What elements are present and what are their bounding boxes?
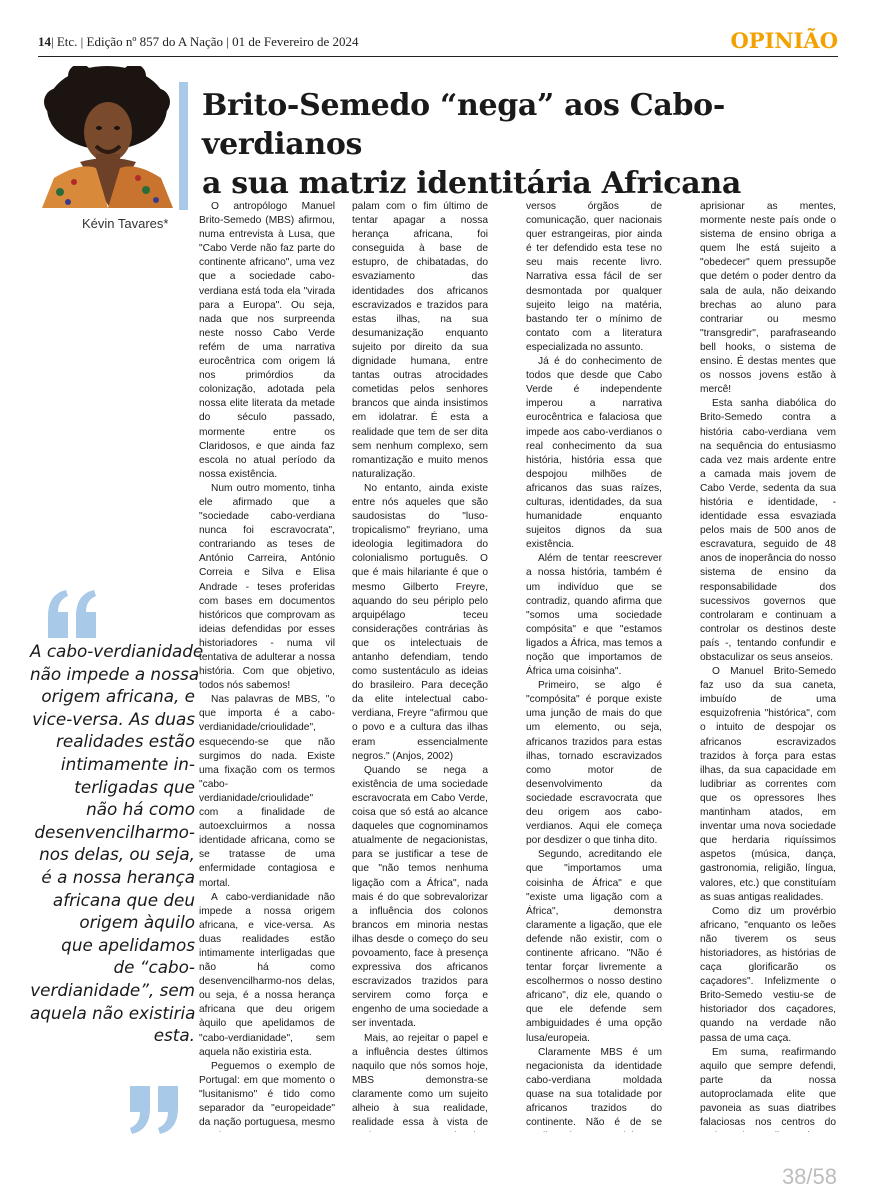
pull-quote-line: terligadas que bbox=[74, 776, 195, 797]
author-photo bbox=[40, 66, 175, 208]
paragraph: Esta sanha diabólica do Brito-Semedo contra a história cabo-verdiana vem na sequência do entusiasmo cada vez mais ardente entre a camada mais jovem de Cabo Verde, sedenta da sua história e identidade, - identidade essa esvaziada pelos mais de 500 anos de escravatura, seguido de 48 anos de inoperância do nosso sistema de ensino da responsabilidade dos sucessivos governos que controlaram e continuam a controlar os destinos deste país -, tentando confundir e obstaculizar os seus anseios. bbox=[700, 398, 836, 663]
pull-quote-line: não impede a nossa bbox=[30, 663, 200, 684]
pull-quote-line: que apelidamos bbox=[61, 934, 195, 955]
paragraph: Mais, ao rejeitar o papel e a influência destes últimos naquilo que nós somos hoje, MBS demonstra-se claramente como um sujeito alheio à sua realidade, realidade essa à vista de bbox=[352, 1032, 488, 1129]
paragraph: Peguemos o exemplo de Portugal: em que momento o "lusitanismo" é tido como separador da "europeidade" da nação portuguesa, mesmo bbox=[199, 1060, 335, 1129]
author-name: Kévin Tavares* bbox=[82, 216, 169, 231]
article-column-2 bbox=[352, 200, 488, 1132]
pull-quote-line: não há como bbox=[86, 799, 195, 820]
page-number: 14 bbox=[38, 34, 51, 49]
paragraph: Primeiro, se algo é "compósita" é porque existe uma junção de mais do que um elemento, ou seja, africanos trazidos para estas ilhas, tornado escravizados como motor de desenvolvimento da sociedade escravocrata que deu origem aos cabo-verdianos. Aqui ele começa por desdizer o que tinha dito. bbox=[526, 680, 662, 847]
article-headline bbox=[202, 86, 842, 203]
pull-quote-line: origem africana, e bbox=[41, 686, 195, 707]
headline-line-2: a sua matriz identitária Africana bbox=[202, 166, 742, 201]
paragraph: aprisionar as mentes, mormente neste país onde o sistema de ensino obriga a quem lhe está sujeito a "obedecer" quem pressupõe que detém o poder dentro da sala de aula, não deixando brechas ao aluno para contrariar ou mesmo "transgredir", parafraseando bell hooks, o sistema de ensino. É destas mentes que os nossos jovens estão à mercê! bbox=[700, 201, 836, 396]
headline-line-1: Brito-Semedo “nega” aos Cabo-verdianos bbox=[202, 88, 725, 162]
paragraph: Além de tentar reescrever a nossa história, também é um indivíduo que se contradiz, quando afirma que "somos uma sociedade compósita" e que "estamos ligados a África, mas temos a noção que importamos de África uma coisinha". bbox=[526, 553, 662, 678]
paragraph: A cabo-verdianidade não impede a nossa origem africana, e vice-versa. As duas realidades estão intimamente interligadas que não há como desenvencilharmo-nos delas, ou seja, é a nossa herança africana que deu origem àquilo que apelidamos de "cabo-verdianidade", sem aquela não existiria esta. bbox=[199, 891, 335, 1058]
pull-quote-line: é a nossa herança bbox=[41, 866, 195, 887]
paragraph: Claramente MBS é um negacionista da identidade cabo-verdiana moldada quase na sua totalidade por africanos trazidos do continente. Não é de se bbox=[526, 1046, 662, 1129]
paragraph: Em suma, reafirmando aquilo que sempre defendi, parte da nossa autoproclamada elite que pavoneia as suas diatribes falaciosas nos centros do bbox=[700, 1046, 836, 1129]
pull-quote-line: A cabo-verdianidade bbox=[30, 641, 204, 661]
edition-details: | Etc. | Edição nº 857 do A Nação | 01 de Fevereiro de 2024 bbox=[51, 34, 359, 49]
pull-quote-line: africana que deu bbox=[52, 889, 195, 910]
paragraph: O antropólogo Manuel Brito-Semedo (MBS) afirmou, numa entrevista à Lusa, que "Cabo Verde não faz parte do continente africano", uma vez que a sociedade cabo-verdiana está toda ela "virada para a Europa". Ou seja, nada que nos surpreenda neste nosso Cabo Verde refém de uma narrativa eurocêntrica com origem lá nos primórdios da colonização, adotada pela nossa elite literata da metade do século passado, mormente entre os Claridosos, e que ainda faz escola no atual período da nossa existência. bbox=[199, 201, 335, 480]
pull-quote-line: intimamente in- bbox=[60, 753, 195, 774]
paragraph: Nas palavras de MBS, "o que importa é a cabo-verdianidade/crioulidade", esquecendo-se que não surgimos do nada. Existe uma fixação com os termos "cabo-verdianidade/crioulidade" com a finalidade de autoexcluirmos a nossa identidade africana, como se se tratasse de uma enfermidade contagiosa e mortal. bbox=[199, 694, 335, 889]
pull-quote-line: vice-versa. As duas bbox=[32, 708, 195, 729]
edition-info bbox=[38, 34, 359, 50]
accent-bar bbox=[179, 82, 188, 210]
pull-quote-line: verdianidade”, sem bbox=[30, 979, 195, 1000]
paragraph: Como diz um provérbio africano, "enquanto os leões não tiverem os seus historiadores, as histórias de caça glorificarão os caçadores". Infelizmente o Brito-Semedo vestiu-se de historiador dos caçadores, quando na verdade não passa de uma caça. bbox=[700, 905, 836, 1044]
pull-quote-line: desenvencilharmo- bbox=[34, 821, 195, 842]
pull-quote-line: realidades estão bbox=[55, 731, 195, 752]
article-column-4 bbox=[700, 200, 836, 1132]
paragraph: Quando se nega a existência de uma sociedade escravocrata em Cabo Verde, coisa que só está ao alcance daqueles que cognominamos atualmente de negacionistas, para se justificar a tese de que "não temos nenhuma ligação com a África", nada mais é do que sobrevalorizar a influência dos colonos brancos em minoria nestas ilhas desde o começo do seu povoamento, face à presença expressiva dos africanos escravizados trazidos para servirem como força e engenho de uma sociedade a ser inventada. bbox=[352, 764, 488, 1030]
paragraph: versos órgãos de comunicação, quer nacionais quer estrangeiras, pior ainda é ter defendido esta tese no seu mais recente livro. Narrativa essa fácil de ser desmontada por qualquer sujeito leigo na matéria, bastando ter o mínimo de contato com a literatura especializada no assunto. bbox=[526, 201, 662, 353]
paragraph: O Manuel Brito-Semedo faz uso da sua caneta, imbuído de uma esquizofrenia "histórica", com o intuito de despojar os africanos escravizados trazidos à força para estas ilhas, da sua capacidade em ludibriar as correntes com que os opressores lhes mantinham atados, em inventar uma nova sociedade que herdaria riquíssimos aspetos (música, dança, gastronomia, religião, língua, valores, etc.) que constituíam as suas antigas realidades. bbox=[700, 666, 836, 903]
pull-quote-line: esta. bbox=[153, 1025, 195, 1046]
close-quote-icon bbox=[122, 1082, 182, 1136]
pull-quote-line: de “cabo- bbox=[113, 957, 195, 978]
page-header bbox=[38, 30, 838, 57]
page-counter: 38/58 bbox=[781, 1164, 837, 1189]
section-label: OPINIÃO bbox=[730, 28, 838, 53]
open-quote-icon bbox=[44, 588, 104, 642]
pull-quote-line: nos delas, ou seja, bbox=[39, 844, 195, 865]
paragraph: Já é do conhecimento de todos que desde que Cabo Verde é independente imperou a narrativa eurocêntrica e falaciosa que impede aos cabo-verdianos o real conhecimento da sua história, história essa que despojou milhões de africanos das suas raízes, culturas, identidades, da sua humanidade enquanto sujeitos dignos da sua existência. bbox=[526, 356, 662, 551]
paragraph: No entanto, ainda existe entre nós aqueles que são saudosistas do "luso-tropicalismo" freyriano, uma ideologia legitimadora do colonialismo português. O que é mais hilariante é que o mesmo Gilberto Freyre, aquando do seu périplo pelo arquipélago teceu considerações contrárias às que os intelectuais de antanho defendiam, tendo como sustentáculo as ideias do brasileiro. Para deceção da elite intelectual cabo-verdiana, Freyre "afirmou que o povo e a cultura das ilhas eram essencialmente negros." (Anjos, 2002) bbox=[352, 482, 488, 762]
paragraph: palam com o fim último de tentar apagar a nossa herança africana, foi conseguida à base de estupro, de chibatadas, do esvaziamento das identidades dos africanos escravizados e trazidos para estas ilhas, na sua desumanização enquanto sujeito por direito da sua dignidade humana, entre tantas outras atrocidades cometidas pelos senhores brancos que ainda insistimos em idolatrar. É esta a realidade que tem de ser dita sem nenhum complexo, sem romantização e muito menos naturalização. bbox=[352, 201, 488, 480]
paragraph: Num outro momento, tinha ele afirmado que a "sociedade cabo-verdiana nunca foi escravocrata", contrariando as teses de António Carreira, António Correia e Silva e Elisa Andrade - teses proferidas com bases em documentos históricos que comprovam as ideias defendidas por esses historiadores - numa vil tentativa de adulterar a nossa história. Com que objetivo, todos nós sabemos! bbox=[199, 482, 335, 692]
article-column-3 bbox=[526, 200, 662, 1132]
paragraph: Segundo, acreditando ele que "importamos uma coisinha de África" e que "existe uma ligação com a África", demonstra claramente a ligação, que ele defende não existir, com o continente africano. "Não é tentar forçar livremente a escolhermos o nosso destino africano", diz ele, quando o que ele defende sem ambiguidades é uma opção lusa/europeia. bbox=[526, 849, 662, 1044]
article-column-1 bbox=[199, 200, 335, 1132]
pull-quote-line: origem àquilo bbox=[79, 912, 195, 933]
pull-quote bbox=[30, 640, 204, 1047]
pull-quote-line: aquela não existiria bbox=[30, 1002, 196, 1023]
